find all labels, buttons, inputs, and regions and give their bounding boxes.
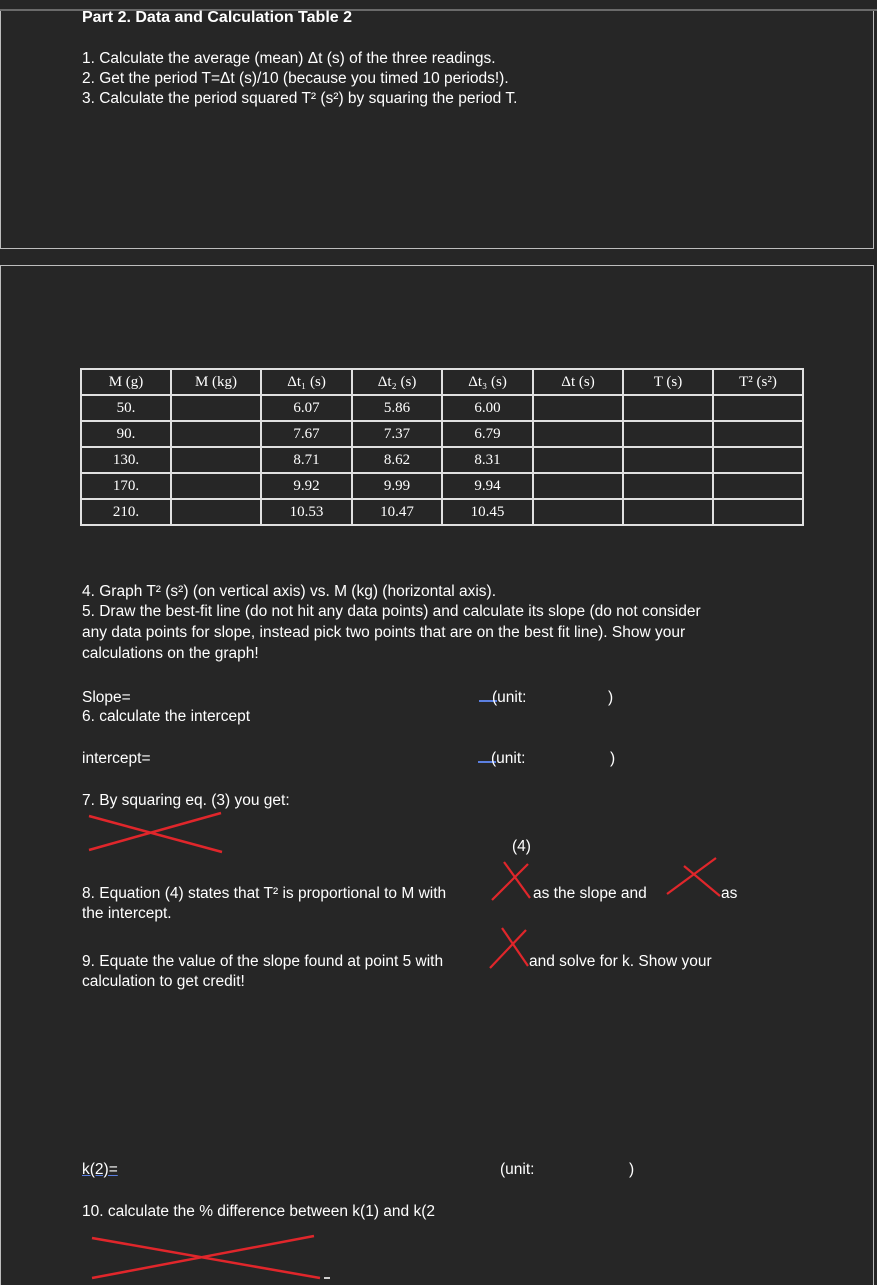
- cell-dt2: 9.99: [352, 473, 442, 499]
- cell-dt-avg[interactable]: [533, 447, 623, 473]
- instructions-box: [0, 11, 874, 249]
- step-4: 4. Graph T² (s²) (on vertical axis) vs. M (kg) (horizontal axis).: [82, 583, 496, 600]
- cell-mass-g: 130.: [81, 447, 171, 473]
- table-row: [81, 473, 803, 499]
- cell-dt1: 9.92: [261, 473, 352, 499]
- cell-period-squared[interactable]: [713, 447, 803, 473]
- cell-dt3: 6.79: [442, 421, 533, 447]
- cell-period-squared[interactable]: [713, 499, 803, 525]
- step-5-line-2: any data points for slope, instead pick two points that are on the best fit line). Show your: [82, 624, 686, 641]
- cell-period[interactable]: [623, 447, 713, 473]
- table-row: [81, 499, 803, 525]
- step-9-credit: calculation to get credit!: [82, 973, 245, 990]
- k2-label[interactable]: [82, 1160, 118, 1180]
- cell-dt-avg[interactable]: [533, 395, 623, 421]
- cell-mass-kg[interactable]: [171, 499, 261, 525]
- slope-label: Slope=: [82, 689, 131, 706]
- red-x-mark-eq3: [86, 810, 226, 855]
- header-period-squared: T² (s²): [713, 369, 803, 395]
- cell-dt3: 6.00: [442, 395, 533, 421]
- cell-period-squared[interactable]: [713, 473, 803, 499]
- cell-mass-g: 210.: [81, 499, 171, 525]
- step-8-intercept: the intercept.: [82, 905, 172, 922]
- intercept-label: intercept=: [82, 750, 151, 767]
- part-title: Part 2. Data and Calculation Table 2: [82, 9, 352, 26]
- step-8-slope-text: as the slope and: [533, 885, 647, 902]
- cell-dt3: 8.31: [442, 447, 533, 473]
- step-9-solve-text: and solve for k. Show your: [529, 953, 712, 970]
- cell-period-squared[interactable]: [713, 395, 803, 421]
- table-header-row: [81, 369, 803, 395]
- equation-4-label: (4): [512, 838, 531, 855]
- cell-mass-kg[interactable]: [171, 447, 261, 473]
- table-row: [81, 395, 803, 421]
- cell-dt-avg[interactable]: [533, 499, 623, 525]
- cell-dt1: 7.67: [261, 421, 352, 447]
- slope-unit-close: ): [608, 689, 614, 706]
- intercept-unit-open: (unit:: [491, 750, 526, 767]
- header-dt2: Δt₂ (s): [352, 369, 442, 395]
- header-dt-avg: Δt (s): [533, 369, 623, 395]
- step-9-text: 9. Equate the value of the slope found at point 5 with: [82, 953, 444, 970]
- header-mass-g: M (g): [81, 369, 171, 395]
- cell-dt3: 9.94: [442, 473, 533, 499]
- cell-dt-avg[interactable]: [533, 473, 623, 499]
- cell-mass-g: 50.: [81, 395, 171, 421]
- cell-mass-g: 170.: [81, 473, 171, 499]
- step-3: 3. Calculate the period squared T² (s²) by squaring the period T.: [82, 90, 518, 107]
- cell-period-squared[interactable]: [713, 421, 803, 447]
- step-8-text: 8. Equation (4) states that T² is proportional to M with: [82, 885, 447, 902]
- k2-link[interactable]: k(2)=: [82, 1161, 118, 1178]
- cell-dt-avg[interactable]: [533, 421, 623, 447]
- step-5-line-3: calculations on the graph!: [82, 645, 259, 662]
- cell-dt2: 5.86: [352, 395, 442, 421]
- cell-mass-kg[interactable]: [171, 395, 261, 421]
- cell-period[interactable]: [623, 395, 713, 421]
- red-x-mark-slope-term: [488, 858, 533, 906]
- step-8-as: as: [721, 885, 738, 902]
- cell-period[interactable]: [623, 421, 713, 447]
- step-5-line-1: 5. Draw the best-fit line (do not hit any data points) and calculate its slope (do not consider: [82, 603, 701, 620]
- step-7: 7. By squaring eq. (3) you get:: [82, 792, 290, 809]
- header-dt3: Δt₃ (s): [442, 369, 533, 395]
- cell-mass-kg[interactable]: [171, 421, 261, 447]
- cell-dt3: 10.45: [442, 499, 533, 525]
- header-period: T (s): [623, 369, 713, 395]
- k2-unit-open: (unit:: [500, 1161, 535, 1178]
- slope-unit-open: (unit:: [492, 689, 527, 706]
- cell-dt1: 8.71: [261, 447, 352, 473]
- intercept-unit-close: ): [610, 750, 616, 767]
- step-10: 10. calculate the % difference between k(1) and k(2: [82, 1203, 435, 1220]
- step-1: 1. Calculate the average (mean) Δt (s) of the three readings.: [82, 50, 496, 67]
- cell-mass-kg[interactable]: [171, 473, 261, 499]
- step-2: 2. Get the period T=Δt (s)/10 (because you timed 10 periods!).: [82, 70, 509, 87]
- cell-period[interactable]: [623, 499, 713, 525]
- cell-mass-g: 90.: [81, 421, 171, 447]
- cell-period[interactable]: [623, 473, 713, 499]
- cell-dt2: 8.62: [352, 447, 442, 473]
- cell-dt2: 10.47: [352, 499, 442, 525]
- step-6: 6. calculate the intercept: [82, 708, 251, 725]
- table-row: [81, 421, 803, 447]
- red-x-mark-intercept-term: [664, 854, 722, 900]
- red-x-mark-step9: [486, 924, 531, 974]
- cell-dt1: 10.53: [261, 499, 352, 525]
- k2-unit-close: ): [629, 1161, 635, 1178]
- data-table: [80, 368, 804, 526]
- red-x-mark-step10: [88, 1232, 338, 1280]
- cell-dt2: 7.37: [352, 421, 442, 447]
- header-mass-kg: M (kg): [171, 369, 261, 395]
- header-dt1: Δt₁ (s): [261, 369, 352, 395]
- cell-dt1: 6.07: [261, 395, 352, 421]
- table-row: [81, 447, 803, 473]
